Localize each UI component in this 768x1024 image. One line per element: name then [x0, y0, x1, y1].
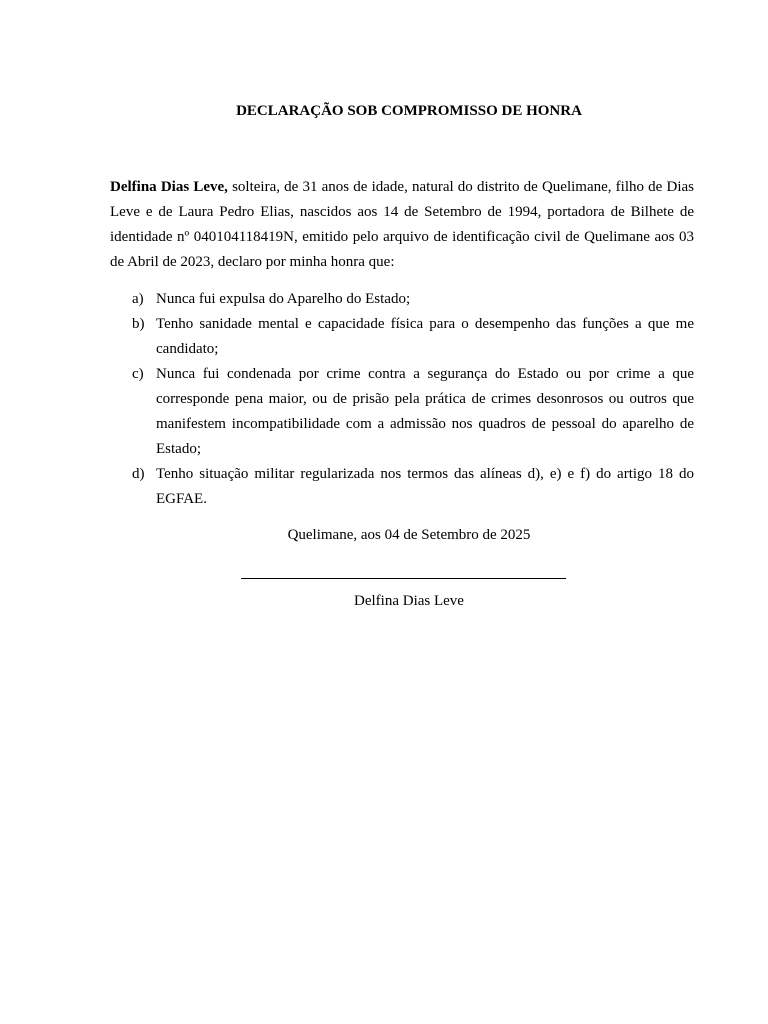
- declaration-list: [110, 287, 694, 512]
- list-item: [110, 362, 694, 462]
- list-item-text: Tenho situação militar regularizada nos termos das alíneas d), e) e f) do artigo 18 do EGFAE.: [156, 466, 694, 507]
- list-item-text: Nunca fui expulsa do Aparelho do Estado;: [156, 291, 411, 307]
- document-title: DECLARAÇÃO SOB COMPROMISSO DE HONRA: [236, 103, 582, 119]
- intro-text: solteira, de 31 anos de idade, natural do distrito de Quelimane, filho de Dias Leve e de Laura Pedro Elias, nascidos aos 14 de Setembro de 1994, portadora de Bilhete de identidade nº 040104118419N, emitido pelo arquivo de identificação civil de Quelimane aos 03 de Abril de 2023, declaro por minha honra que:: [110, 179, 694, 270]
- declarant-name: Delfina Dias Leve,: [110, 179, 228, 195]
- signer-name: Delfina Dias Leve: [354, 593, 464, 609]
- place-date: Quelimane, aos 04 de Setembro de 2025: [287, 527, 531, 543]
- list-item-marker: c): [132, 366, 144, 382]
- signature-line: [241, 578, 566, 579]
- list-item-text: Nunca fui condenada por crime contra a segurança do Estado ou por crime a que corresponde pena maior, ou de prisão pela prática de crimes desonrosos ou outros que manifestem incompatibilidade com a admissão nos quadros de pessoal do aparelho de Estado;: [156, 366, 694, 457]
- document-body: [110, 100, 694, 614]
- intro-paragraph: [110, 175, 694, 275]
- list-item-marker: b): [132, 316, 145, 332]
- list-item-marker: a): [132, 291, 144, 307]
- list-item: [110, 462, 694, 512]
- list-item-marker: d): [132, 466, 145, 482]
- list-item-text: Tenho sanidade mental e capacidade física para o desempenho das funções a que me candidato;: [156, 316, 694, 357]
- list-item: [110, 312, 694, 362]
- list-item: [110, 287, 694, 312]
